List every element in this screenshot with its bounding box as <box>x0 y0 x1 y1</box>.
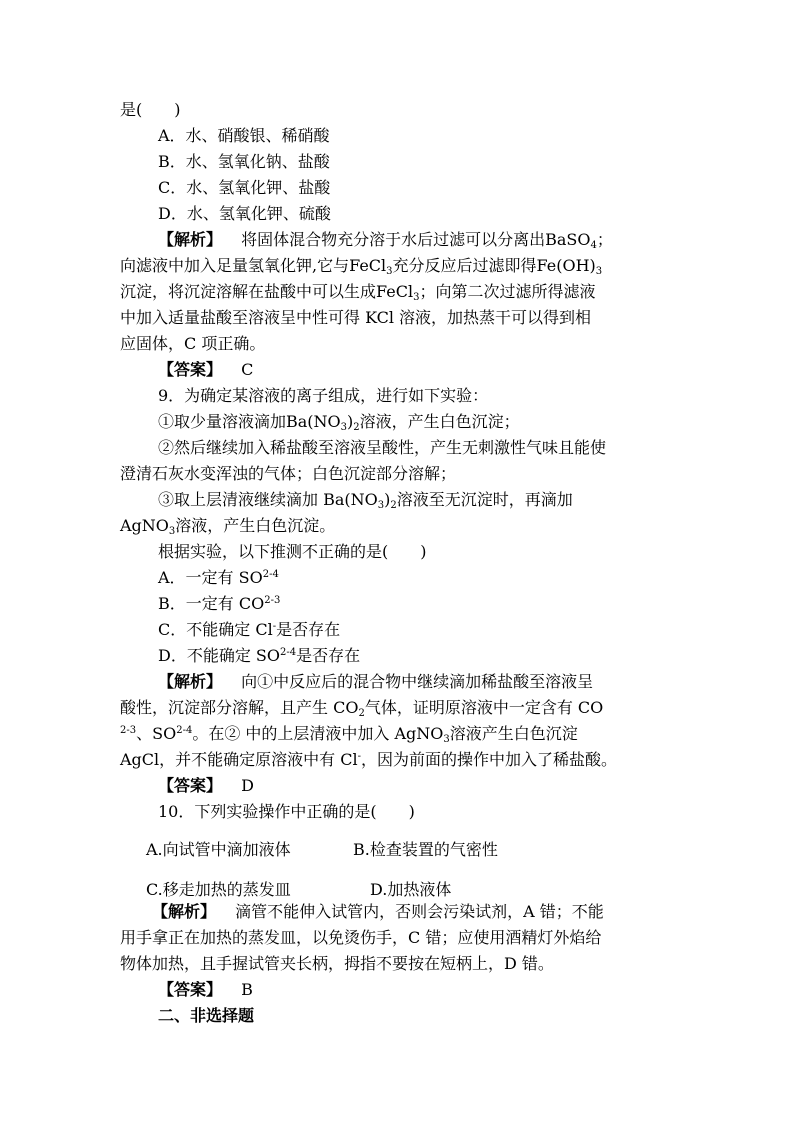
q8-option-a: A．水、硝酸银、稀硝酸 <box>158 126 330 145</box>
q10-option-b: B.检查装置的气密性 <box>353 840 498 859</box>
q9-option-d: D．不能确定 SO$^{2-4}$是否存在 <box>158 646 361 665</box>
q9-option-c: C．不能确定 Cl-是否存在 <box>158 620 341 639</box>
q9-jiexi-line-3: $^{2-3}$、SO$^{2-4}$。在② 中的上层清液中加入 AgNO$_3$溶液产生白色沉淀 <box>120 724 578 745</box>
q9-answer-label: 【答案】 <box>158 776 223 795</box>
q9-stem: 9．为确定某溶液的离子组成，进行如下实验： <box>158 386 489 405</box>
q8-stem-tail: 是( ) <box>120 100 181 119</box>
q10-jiexi-line-1: 【解析】 滴管不能伸入试管内，否则会污染试剂，A 错；不能 <box>152 902 604 921</box>
q9-step-2b: 澄清石灰水变浑浊的气体；白色沉淀部分溶解； <box>120 464 457 483</box>
q8-jiexi-line-4: 中加入适量盐酸至溶液呈中性可得 KCl 溶液，加热蒸干可以得到相 <box>120 308 592 327</box>
q10-option-a: A.向试管中滴加液体 <box>146 840 291 859</box>
q10-answer <box>158 980 253 1000</box>
q8-option-c: C．水、氢氧化钾、盐酸 <box>158 178 331 197</box>
q9-answer <box>158 776 254 796</box>
q9-step-3: ③取上层清液继续滴加 $Ba(NO_3)_2$溶液至无沉淀时，再滴加 <box>158 490 573 511</box>
q9-step-2a: ②然后继续加入稀盐酸至溶液呈酸性，产生无刺激性气味且能使 <box>158 438 607 457</box>
q10-option-c: C.移走加热的蒸发皿 <box>146 880 291 899</box>
q8-jiexi-line-3: 沉淀，将沉淀溶解在盐酸中可以生成FeCl$_3$；向第二次过滤所得滤液 <box>120 282 596 303</box>
q10-answer-label: 【答案】 <box>158 980 223 999</box>
q9-jiexi-line-1: 【解析】 向①中反应后的混合物中继续滴加稀盐酸至溶液呈 <box>158 672 594 691</box>
q8-answer-label: 【答案】 <box>158 360 223 379</box>
q9-ask: 根据实验，以下推测不正确的是( ) <box>158 542 427 561</box>
q9-option-a: A．一定有 SO$^{2-4}$ <box>158 568 279 587</box>
q8-answer-value: C <box>241 360 254 379</box>
q8-jiexi-label: 【解析】 <box>158 230 223 249</box>
q9-jiexi-line-2: 酸性，沉淀部分溶解，且产生 $CO_2$气体，证明原溶液中一定含有 CO <box>120 698 604 719</box>
q8-option-d: D．水、氢氧化钾、硫酸 <box>158 204 331 223</box>
q8-jiexi-line-1: 【解析】 将固体混合物充分溶于水后过滤可以分离出BaSO$_4$； <box>158 230 613 251</box>
q9-jiexi-line-4: AgCl，并不能确定原溶液中有 Cl-，因为前面的操作中加入了稀盐酸。 <box>120 750 618 769</box>
q10-jiexi-line-2: 用手拿正在加热的蒸发皿，以免烫伤手，C 错；应使用酒精灯外焰给 <box>120 928 602 947</box>
q9-step-3-cont: AgNO$_3$溶液，产生白色沉淀。 <box>120 516 336 537</box>
section-title: 二、非选择题 <box>158 1006 255 1025</box>
q9-jiexi-label: 【解析】 <box>158 672 223 691</box>
q8-jiexi-line-2: 向滤液中加入足量氢氧化钾,它与FeCl$_3$充分反应后过滤即得$Fe(OH)_3$ <box>120 256 603 277</box>
q10-jiexi-line-3: 物体加热，且手握试管夹长柄，拇指不要按在短柄上，D 错。 <box>120 954 554 973</box>
q8-answer <box>158 360 253 380</box>
q9-step-1: ①取少量溶液滴加$Ba(NO_3)_2$溶液，产生白色沉淀； <box>158 412 520 433</box>
q9-option-b: B．一定有 CO$^{2-3}$ <box>158 594 281 613</box>
q10-stem: 10．下列实验操作中正确的是( ) <box>158 802 415 821</box>
q8-option-b: B．水、氢氧化钠、盐酸 <box>158 152 330 171</box>
q10-jiexi-label: 【解析】 <box>152 902 217 921</box>
q8-jiexi-line-5: 应固体，C 项正确。 <box>120 334 266 353</box>
q10-answer-value: B <box>241 980 253 999</box>
q10-option-d: D.加热液体 <box>370 880 452 899</box>
q9-answer-value: D <box>241 776 254 795</box>
